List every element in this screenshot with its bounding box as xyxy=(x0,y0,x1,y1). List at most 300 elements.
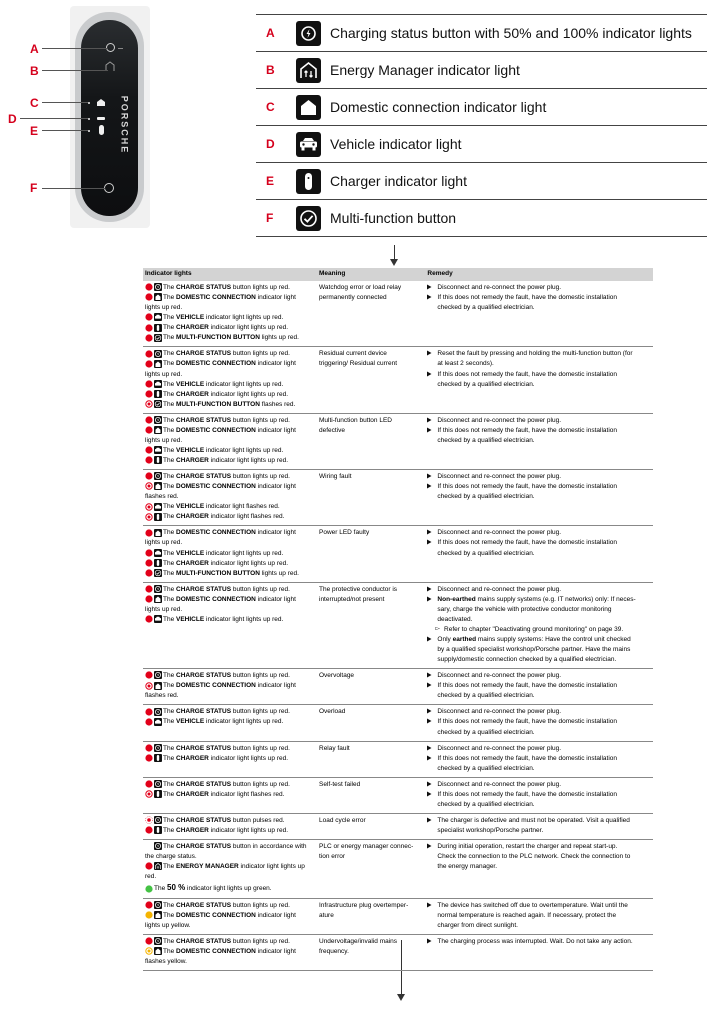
remedy-line: If this does not remedy the fault, have the domestic installation xyxy=(437,483,617,491)
indicator-line: The CHARGE STATUS button lights up red. xyxy=(145,707,315,717)
meaning-line: ature xyxy=(319,911,334,919)
remedy-text xyxy=(437,842,630,872)
charge-status-icon xyxy=(154,937,162,945)
car-icon xyxy=(154,503,162,511)
meaning-cell xyxy=(317,526,425,582)
remedy-text xyxy=(437,816,629,836)
callout-label-e: E xyxy=(30,124,39,138)
remedy-bullet xyxy=(427,717,651,737)
device-vehicle-light xyxy=(97,117,105,120)
remedy-cell xyxy=(425,898,653,934)
table-row xyxy=(143,777,653,813)
red-light-mark-icon xyxy=(145,380,153,388)
yellow-light-mark-icon xyxy=(145,911,153,919)
bullet-arrow-icon xyxy=(427,745,432,751)
indicator-line: The MULTI-FUNCTION BUTTON lights up red. xyxy=(145,569,315,579)
indicator-name: VEHICLE xyxy=(176,446,205,454)
remedy-bullet xyxy=(427,482,651,502)
indicator-line: lights up red. xyxy=(145,539,183,547)
remedy-text xyxy=(437,744,561,754)
remedy-line: charger from direct sunlight. xyxy=(437,921,518,929)
charge-status-icon xyxy=(154,744,162,752)
indicator-line: lights up yellow. xyxy=(145,921,191,929)
callout-label-b: B xyxy=(30,64,39,78)
remedy-text xyxy=(437,426,617,446)
meaning-line: interrupted/not present xyxy=(319,595,385,603)
remedy-text xyxy=(437,635,630,665)
remedy-cell xyxy=(425,413,653,469)
indicator-name: CHARGER xyxy=(176,754,209,762)
indicator-line: The DOMESTIC CONNECTION indicator light xyxy=(145,595,315,605)
remedy-line: Disconnect and re-connect the power plug. xyxy=(437,708,561,716)
remedy-text xyxy=(437,671,561,681)
indicator-line: The 50 % indicator light lights up green. xyxy=(145,882,315,894)
house-icon xyxy=(154,360,162,368)
remedy-line: deactivated. xyxy=(437,615,473,623)
remedy-text xyxy=(437,585,561,595)
checkmark-icon xyxy=(296,206,321,231)
indicator-line: The CHARGE STATUS button lights up red. xyxy=(145,901,315,911)
remedy-bullet xyxy=(427,538,651,558)
device-indicator-dash xyxy=(118,48,123,49)
remedy-line: by a qualified specialist workshop/Porsche partner. Have the mains xyxy=(437,646,631,654)
meaning-cell xyxy=(317,413,425,469)
house-icon xyxy=(154,426,162,434)
remedy-line: Check the connection to the PLC network. Check the connection to xyxy=(437,853,631,861)
checkmark-icon xyxy=(154,569,162,577)
house-icon xyxy=(296,95,321,120)
indicator-line: The DOMESTIC CONNECTION indicator light xyxy=(145,426,315,436)
bullet-arrow-icon xyxy=(427,938,432,944)
indicator-line: The CHARGER indicator light lights up red. xyxy=(145,390,315,400)
device-brand-lettering: PORSCHE xyxy=(119,95,130,155)
indicator-cell xyxy=(143,669,317,705)
red-light-mark-icon xyxy=(145,549,153,557)
table-row xyxy=(143,582,653,669)
remedy-cell xyxy=(425,840,653,899)
pulse-light-mark-icon xyxy=(145,816,153,824)
remedy-line: checked by a qualified electrician. xyxy=(437,692,535,700)
remedy-bullet xyxy=(427,585,651,595)
bullet-arrow-icon xyxy=(427,483,432,489)
legend-item xyxy=(256,163,707,200)
table-body xyxy=(143,281,653,971)
bullet-arrow-icon xyxy=(427,539,432,545)
indicator-line: The VEHICLE indicator light lights up red. xyxy=(145,380,315,390)
callout-leader-b xyxy=(42,70,108,71)
charger-icon xyxy=(154,324,162,332)
flash-light-mark-icon xyxy=(145,482,153,490)
remedy-bullet xyxy=(427,528,651,538)
bold-term: Non-earthed xyxy=(437,595,476,603)
indicator-cell xyxy=(143,281,317,347)
device-charger-light xyxy=(99,125,104,135)
remedy-text xyxy=(437,780,561,790)
indicator-cell xyxy=(143,777,317,813)
remedy-line: If this does not remedy the fault, have the domestic installation xyxy=(437,682,617,690)
remedy-bullet xyxy=(427,842,651,872)
indicator-name: DOMESTIC CONNECTION xyxy=(176,911,256,919)
device-domestic-connection-light xyxy=(97,99,105,106)
legend-letter: D xyxy=(266,137,275,151)
indicator-line: The DOMESTIC CONNECTION indicator light xyxy=(145,681,315,691)
indicator-cell xyxy=(143,526,317,582)
red-light-mark-icon xyxy=(145,708,153,716)
red-light-mark-icon xyxy=(145,754,153,762)
meaning-line: Undervoltage/invalid mains xyxy=(319,937,398,945)
column-header-remedy: Remedy xyxy=(425,268,653,281)
meaning-line: tion error xyxy=(319,853,346,861)
indicator-line: lights up red. xyxy=(145,370,183,378)
indicator-line: The VEHICLE indicator light flashes red. xyxy=(145,502,315,512)
indicator-line: The VEHICLE indicator light lights up red. xyxy=(145,549,315,559)
bullet-arrow-icon xyxy=(427,755,432,761)
flash-light-mark-icon xyxy=(145,513,153,521)
bullet-arrow-icon xyxy=(427,586,432,592)
indicator-name: DOMESTIC CONNECTION xyxy=(176,595,256,603)
remedy-line: Disconnect and re-connect the power plug. xyxy=(437,744,561,752)
remedy-text xyxy=(437,790,617,810)
indicator-name: CHARGER xyxy=(176,457,209,464)
table-row xyxy=(143,934,653,970)
indicator-line: The MULTI-FUNCTION BUTTON flashes red. xyxy=(145,400,315,410)
car-icon xyxy=(154,380,162,388)
indicator-line: flashes yellow. xyxy=(145,958,187,966)
remedy-line: supply/domestic connection checked by a qualified electrician. xyxy=(437,656,617,664)
legend-item xyxy=(256,89,707,126)
indicator-line: The CHARGER indicator light flashes red. xyxy=(145,790,315,800)
indicator-line: The CHARGE STATUS button pulses red. xyxy=(145,816,315,826)
indicator-name: DOMESTIC CONNECTION xyxy=(176,360,256,368)
indicator-line: The VEHICLE indicator light lights up red. xyxy=(145,615,315,625)
remedy-bullet xyxy=(427,754,651,774)
red-light-mark-icon xyxy=(145,390,153,398)
bullet-arrow-icon xyxy=(427,284,432,290)
indicator-cell xyxy=(143,413,317,469)
indicator-line: The CHARGER indicator light lights up red. xyxy=(145,456,315,466)
remedy-bullet xyxy=(427,416,651,426)
meaning-line: Power LED faulty xyxy=(319,529,370,537)
red-light-mark-icon xyxy=(145,826,153,834)
table-header-row xyxy=(143,268,653,281)
red-light-mark-icon xyxy=(145,671,153,679)
meaning-cell xyxy=(317,934,425,970)
energy-manager-icon xyxy=(154,862,162,870)
indicator-line: The DOMESTIC CONNECTION indicator light xyxy=(145,528,315,538)
house-icon xyxy=(154,482,162,490)
remedy-line: The charging process was interrupted. Wait. Do not take any action. xyxy=(437,937,633,945)
indicator-line: The DOMESTIC CONNECTION indicator light xyxy=(145,947,315,957)
remedy-bullet xyxy=(427,370,651,390)
red-light-mark-icon xyxy=(145,350,153,358)
legend-text: Domestic connection indicator light xyxy=(330,99,547,115)
remedy-text xyxy=(437,293,617,313)
meaning-line: Wiring fault xyxy=(319,473,352,481)
bullet-arrow-icon xyxy=(427,417,432,423)
bullet-arrow-icon xyxy=(427,672,432,678)
indicator-name: CHARGE STATUS xyxy=(176,780,232,788)
indicator-name: MULTI-FUNCTION BUTTON xyxy=(176,334,260,342)
remedy-text xyxy=(437,528,561,538)
column-header-meaning: Meaning xyxy=(317,268,425,281)
remedy-bullet xyxy=(427,681,651,701)
red-light-mark-icon xyxy=(145,585,153,593)
indicator-name: CHARGE STATUS xyxy=(176,708,232,716)
table-row xyxy=(143,705,653,741)
remedy-reference xyxy=(427,625,651,635)
bullet-arrow-icon xyxy=(427,817,432,823)
bullet-arrow-icon xyxy=(427,596,432,602)
indicator-name: DOMESTIC CONNECTION xyxy=(176,426,256,434)
red-light-mark-icon xyxy=(145,780,153,788)
bullet-arrow-icon xyxy=(427,529,432,535)
red-light-mark-icon xyxy=(145,426,153,434)
indicator-line: The CHARGE STATUS button lights up red. xyxy=(145,472,315,482)
bullet-arrow-icon xyxy=(427,843,432,849)
device-led-dot xyxy=(88,130,90,132)
charge-status-icon xyxy=(154,283,162,291)
indicator-name: MULTI-FUNCTION BUTTON xyxy=(176,569,260,577)
charge-status-icon xyxy=(296,21,321,46)
remedy-cell xyxy=(425,281,653,347)
reference-text: Refer to chapter "Deactivating ground monitoring" on page 39. xyxy=(444,625,624,633)
legend-letter: C xyxy=(266,100,275,114)
indicator-name: CHARGER xyxy=(176,559,209,567)
remedy-line: If this does not remedy the fault, have the domestic installation xyxy=(437,539,617,547)
remedy-line: the energy manager. xyxy=(437,863,498,871)
remedy-line: The device has switched off due to overtemperature. Wait until the xyxy=(437,901,628,909)
remedy-text xyxy=(437,901,627,931)
red-light-mark-icon xyxy=(145,416,153,424)
meaning-cell xyxy=(317,741,425,777)
indicator-line: The CHARGE STATUS button lights up red. xyxy=(145,283,315,293)
bullet-arrow-icon xyxy=(427,708,432,714)
remedy-cell xyxy=(425,582,653,669)
indicator-line: The CHARGER indicator light lights up red. xyxy=(145,559,315,569)
house-icon xyxy=(154,911,162,919)
red-light-mark-icon xyxy=(145,718,153,726)
device-multi-function-button xyxy=(104,183,114,193)
charge-status-icon xyxy=(154,780,162,788)
indicator-cell xyxy=(143,813,317,839)
remedy-line: Disconnect and re-connect the power plug. xyxy=(437,585,561,593)
meaning-cell xyxy=(317,777,425,813)
remedy-bullet xyxy=(427,283,651,293)
red-light-mark-icon xyxy=(145,446,153,454)
red-light-mark-icon xyxy=(145,472,153,480)
yflash-light-mark-icon xyxy=(145,947,153,955)
legend-text: Charging status button with 50% and 100% indicator lights xyxy=(330,25,692,41)
remedy-text xyxy=(437,370,617,390)
indicator-name: VEHICLE xyxy=(176,718,205,726)
remedy-bullet xyxy=(427,790,651,810)
remedy-line: checked by a qualified electrician. xyxy=(437,436,535,444)
remedy-cell xyxy=(425,470,653,526)
flash-light-mark-icon xyxy=(145,503,153,511)
remedy-cell xyxy=(425,347,653,413)
meaning-line: The protective conductor is xyxy=(319,585,398,593)
remedy-line: sary, charge the vehicle with protective conductor monitoring xyxy=(437,605,612,613)
red-light-mark-icon xyxy=(145,937,153,945)
meaning-cell xyxy=(317,898,425,934)
bullet-arrow-icon xyxy=(427,473,432,479)
bullet-arrow-icon xyxy=(427,371,432,377)
device-led-dot xyxy=(88,102,90,104)
arrow-head-icon xyxy=(390,259,398,266)
indicator-name: VEHICLE xyxy=(176,615,205,623)
indicator-name: DOMESTIC CONNECTION xyxy=(176,294,256,302)
bullet-arrow-icon xyxy=(427,427,432,433)
meaning-line: Residual current device xyxy=(319,350,387,358)
table-row xyxy=(143,669,653,705)
house-icon xyxy=(154,529,162,537)
callout-label-d: D xyxy=(8,112,17,126)
charge-status-icon xyxy=(154,842,162,850)
table-row xyxy=(143,470,653,526)
indicator-name: DOMESTIC CONNECTION xyxy=(176,682,256,690)
meaning-cell xyxy=(317,582,425,669)
indicator-name: CHARGE STATUS xyxy=(176,937,232,945)
meaning-cell xyxy=(317,470,425,526)
bullet-arrow-icon xyxy=(427,781,432,787)
charge-status-icon xyxy=(154,671,162,679)
red-light-mark-icon xyxy=(145,360,153,368)
reference-arrow-icon: ▻ xyxy=(435,625,441,632)
house-icon xyxy=(154,293,162,301)
bullet-arrow-icon xyxy=(427,350,432,356)
meaning-line: Self-test failed xyxy=(319,780,361,788)
car-icon xyxy=(154,718,162,726)
remedy-text xyxy=(437,538,617,558)
meaning-cell xyxy=(317,347,425,413)
remedy-line: checked by a qualified electrician. xyxy=(437,800,535,808)
remedy-bullet xyxy=(427,780,651,790)
checkmark-icon xyxy=(154,400,162,408)
indicator-name: ENERGY MANAGER xyxy=(176,863,239,871)
indicator-line: flashes red. xyxy=(145,493,179,501)
table-row xyxy=(143,347,653,413)
indicator-cell xyxy=(143,840,317,899)
green-light-mark-icon xyxy=(145,885,153,893)
remedy-line: checked by a qualified electrician. xyxy=(437,493,535,501)
remedy-text xyxy=(437,754,617,774)
remedy-line: Disconnect and re-connect the power plug. xyxy=(437,672,561,680)
meaning-line: Relay fault xyxy=(319,744,350,752)
legend-letter: F xyxy=(266,211,274,225)
indicator-line: The CHARGE STATUS button lights up red. xyxy=(145,585,315,595)
remedy-line: Disconnect and re-connect the power plug. xyxy=(437,473,561,481)
remedy-line: checked by a qualified electrician. xyxy=(437,304,535,312)
remedy-text xyxy=(437,707,561,717)
indicator-name: CHARGER xyxy=(176,390,209,398)
indicator-name: DOMESTIC CONNECTION xyxy=(176,529,256,537)
indicator-name: CHARGE STATUS xyxy=(176,416,232,424)
bullet-arrow-icon xyxy=(427,791,432,797)
house-icon xyxy=(154,947,162,955)
callout-leader-e xyxy=(42,130,88,131)
charger-icon xyxy=(154,456,162,464)
meaning-line: Watchdog error or load relay xyxy=(319,284,402,291)
indicator-line: The VEHICLE indicator light lights up red. xyxy=(145,313,315,323)
indicator-cell xyxy=(143,705,317,741)
remedy-bullet xyxy=(427,707,651,717)
meaning-line: Overload xyxy=(319,708,346,716)
charge-status-icon xyxy=(154,416,162,424)
charge-status-icon xyxy=(154,708,162,716)
legend-text: Energy Manager indicator light xyxy=(330,62,520,78)
remedy-line: If this does not remedy the fault, have the domestic installation xyxy=(437,718,617,726)
meaning-line: defective xyxy=(319,426,346,434)
remedy-line: The charger is defective and must not be operated. Visit a qualified xyxy=(437,816,630,824)
device-charge-status-button xyxy=(106,43,115,52)
remedy-cell xyxy=(425,705,653,741)
table-row xyxy=(143,898,653,934)
indicator-line: The CHARGE STATUS button in accordance with xyxy=(145,842,315,852)
bold-term: earthed xyxy=(452,636,477,643)
bullet-arrow-icon xyxy=(427,636,432,642)
remedy-cell xyxy=(425,934,653,970)
meaning-line: triggering/ Residual current xyxy=(319,360,398,368)
bullet-arrow-icon xyxy=(427,682,432,688)
indicator-line: The ENERGY MANAGER indicator light lights up xyxy=(145,862,315,872)
remedy-line: During initial operation, restart the charger and repeat start-up. xyxy=(437,843,618,851)
remedy-text xyxy=(437,717,617,737)
remedy-line: If this does not remedy the fault, have the domestic installation xyxy=(437,754,617,762)
house-icon xyxy=(154,682,162,690)
legend-letter: E xyxy=(266,174,275,188)
indicator-line: The DOMESTIC CONNECTION indicator light xyxy=(145,293,315,303)
charger-icon xyxy=(154,826,162,834)
indicator-name: VEHICLE xyxy=(176,314,205,322)
remedy-line: If this does not remedy the fault, have the domestic installation xyxy=(437,294,617,302)
remedy-line: If this does not remedy the fault, have the domestic installation xyxy=(437,790,617,798)
energy-manager-icon xyxy=(296,58,321,83)
charge-status-icon xyxy=(154,816,162,824)
remedy-text xyxy=(437,681,617,701)
callout-label-c: C xyxy=(30,96,39,110)
legend-text: Vehicle indicator light xyxy=(330,136,462,152)
charge-status-icon xyxy=(154,350,162,358)
callout-leader-d xyxy=(20,118,88,119)
red-light-mark-icon xyxy=(145,744,153,752)
indicator-name: CHARGE STATUS xyxy=(176,816,232,824)
indicator-name: MULTI-FUNCTION BUTTON xyxy=(176,400,260,408)
remedy-text xyxy=(437,482,617,502)
red-light-mark-icon xyxy=(145,456,153,464)
indicator-line: The CHARGE STATUS button lights up red. xyxy=(145,937,315,947)
indicator-name: 50 % xyxy=(167,883,186,893)
remedy-line: checked by a qualified electrician. xyxy=(437,728,535,736)
indicator-name: CHARGE STATUS xyxy=(176,585,232,593)
callout-leader-c xyxy=(42,102,88,103)
remedy-line: Disconnect and re-connect the power plug. xyxy=(437,284,561,291)
indicator-line: red. xyxy=(145,873,157,881)
remedy-bullet xyxy=(427,635,651,665)
remedy-bullet xyxy=(427,744,651,754)
remedy-bullet xyxy=(427,816,651,836)
indicator-line: The CHARGE STATUS button lights up red. xyxy=(145,349,315,359)
red-light-mark-icon xyxy=(145,529,153,537)
remedy-text xyxy=(437,283,561,293)
remedy-text xyxy=(437,416,561,426)
device-led-dot xyxy=(88,118,90,120)
charger-icon xyxy=(154,754,162,762)
indicator-line: The CHARGER indicator light lights up red. xyxy=(145,754,315,764)
indicator-name: CHARGER xyxy=(176,827,209,834)
remedy-cell xyxy=(425,741,653,777)
indicator-line: lights up red. xyxy=(145,436,183,444)
meaning-line: PLC or energy manager connec- xyxy=(319,843,414,851)
